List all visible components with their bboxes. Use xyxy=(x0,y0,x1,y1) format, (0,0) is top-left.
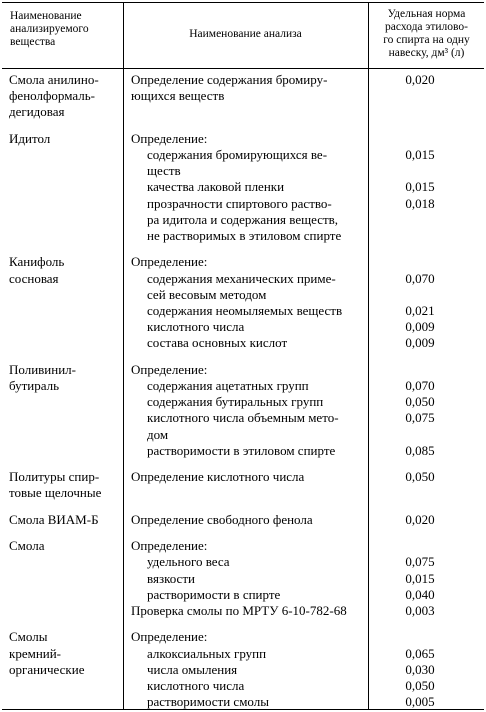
analysis-name: Определение: xyxy=(131,538,208,553)
consumption-norm: 0,050 xyxy=(405,678,435,693)
consumption-norm: 0,085 xyxy=(405,443,435,458)
consumption-norm: 0,020 xyxy=(405,72,435,87)
analysis-subitem: качества лаковой пленки xyxy=(147,179,285,194)
header-line: расхода этилово- xyxy=(385,21,468,33)
analysis-subitem: числа омыления xyxy=(147,662,238,677)
analysis-subitem: кислотного числа xyxy=(147,319,245,334)
substance-name: сосновая xyxy=(9,271,59,286)
substance-name: Смола ВИАМ-Б xyxy=(9,512,99,527)
header-line: го спирта на одну xyxy=(383,34,470,46)
analysis-name: ющихся веществ xyxy=(131,88,225,103)
column-divider xyxy=(123,3,124,709)
consumption-norm: 0,075 xyxy=(405,410,435,425)
substance-name: Смолы xyxy=(9,629,48,644)
analysis-subitem: сей весовым методом xyxy=(147,287,267,302)
substance-name: бутираль xyxy=(9,378,60,393)
consumption-norm: 0,015 xyxy=(405,179,435,194)
header-line: вещества xyxy=(10,36,56,48)
analysis-subitem: содержания механических приме- xyxy=(147,271,336,286)
consumption-norm: 0,050 xyxy=(405,469,435,484)
consumption-norm: 0,070 xyxy=(405,378,435,393)
header-analysis: Наименование анализа xyxy=(189,28,302,40)
consumption-norm: 0,050 xyxy=(405,394,435,409)
analysis-name: Определение: xyxy=(131,629,208,644)
analysis-name: Определение: xyxy=(131,254,208,269)
analysis-subitem: растворимости в этиловом спирте xyxy=(147,443,336,458)
consumption-norm: 0,040 xyxy=(405,587,435,602)
analysis-subitem: ра идитола и содержания веществ, xyxy=(147,212,339,227)
substance-name: дегидовая xyxy=(9,104,65,119)
analysis-name: Определение свободного фенола xyxy=(131,512,313,527)
substance-name: органические xyxy=(9,662,85,677)
analysis-subitem: растворимости смолы xyxy=(147,694,269,709)
header-norm xyxy=(369,8,484,60)
analysis-subitem: ществ xyxy=(147,163,181,178)
consumption-norm: 0,070 xyxy=(405,271,435,286)
substance-name: Смола анилино- xyxy=(9,72,99,87)
substance-name: товые щелочные xyxy=(9,485,102,500)
analysis-subitem: алкоксиальных групп xyxy=(147,646,267,661)
substance-name: Идитол xyxy=(9,131,51,146)
consumption-norm: 0,015 xyxy=(405,147,435,162)
consumption-norm: 0,005 xyxy=(405,694,435,709)
analysis-name: Определение кислотного числа xyxy=(131,469,305,484)
analysis-subitem: состава основных кислот xyxy=(147,335,288,350)
analysis-name: Проверка смолы по МРТУ 6-10-782-68 xyxy=(131,603,347,618)
analysis-subitem: вязкости xyxy=(147,571,195,586)
substance-name: Канифоль xyxy=(9,254,65,269)
analysis-name: Определение: xyxy=(131,362,208,377)
substance-name: Политуры спир- xyxy=(9,469,100,484)
consumption-norm: 0,021 xyxy=(405,303,435,318)
analysis-subitem: дом xyxy=(147,427,169,442)
analysis-name: Определение: xyxy=(131,131,208,146)
header-divider xyxy=(2,68,484,69)
header-substance xyxy=(10,10,120,49)
consumption-norm: 0,065 xyxy=(405,646,435,661)
consumption-norm: 0,009 xyxy=(405,335,435,350)
consumption-norm: 0,003 xyxy=(405,603,435,618)
analysis-subitem: прозрачности спиртового раство- xyxy=(147,196,332,211)
analysis-subitem: не растворимых в этиловом спирте xyxy=(147,228,342,243)
substance-name: Смола xyxy=(9,538,45,553)
analysis-subitem: удельного веса xyxy=(147,554,230,569)
header-line: навеску, дм³ (л) xyxy=(388,47,465,59)
consumption-norm: 0,020 xyxy=(405,512,435,527)
consumption-norm: 0,015 xyxy=(405,571,435,586)
analysis-subitem: кислотного числа xyxy=(147,678,245,693)
consumption-norm: 0,009 xyxy=(405,319,435,334)
consumption-norm: 0,018 xyxy=(405,196,435,211)
header-line: Удельная норма xyxy=(387,8,466,20)
header-line: анализируемого xyxy=(10,23,89,35)
substance-name: кремний- xyxy=(9,646,62,661)
consumption-norm: 0,075 xyxy=(405,554,435,569)
analysis-subitem: кислотного числа объемным мето- xyxy=(147,410,339,425)
analysis-subitem: содержания ацетатных групп xyxy=(147,378,309,393)
analysis-name: Определение содержания бромиру- xyxy=(131,72,328,87)
analysis-subitem: содержания бромирующихся ве- xyxy=(147,147,328,162)
substance-name: фенолформаль- xyxy=(9,88,95,103)
substance-name: Поливинил- xyxy=(9,362,76,377)
header-line: Наименование xyxy=(10,10,82,22)
consumption-norm: 0,030 xyxy=(405,662,435,677)
analysis-subitem: содержания бутиральных групп xyxy=(147,394,324,409)
analysis-subitem: содержания неомыляемых веществ xyxy=(147,303,343,318)
analysis-subitem: растворимости в спирте xyxy=(147,587,281,602)
